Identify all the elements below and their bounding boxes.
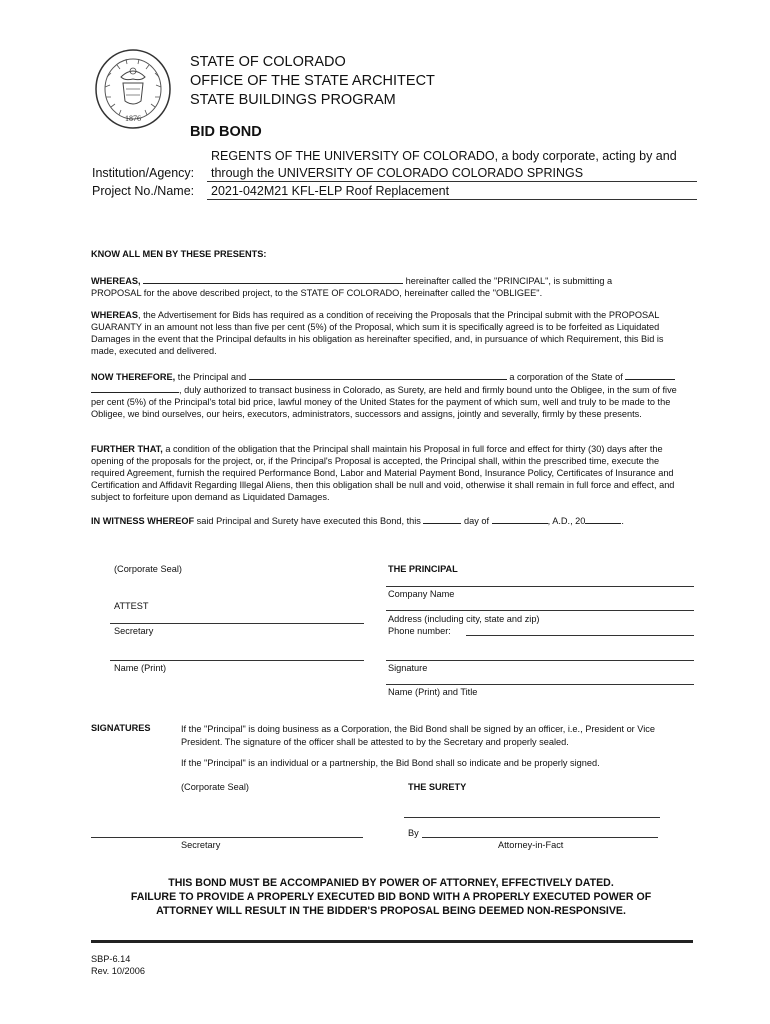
institution-label: Institution/Agency: [92, 166, 195, 180]
warning-line-2: FAILURE TO PROVIDE A PROPERLY EXECUTED BID BOND WITH A PROPERLY EXECUTED POWER OF [130, 891, 652, 903]
project-underline [207, 199, 697, 200]
surety-corporate-seal: (Corporate Seal) [181, 782, 249, 792]
institution-value-line-2[interactable]: through the UNIVERSITY OF COLORADO COLORADO SPRINGS [211, 166, 584, 180]
now-text-a: the Principal and [177, 372, 247, 382]
whereas2-text: , the Advertisement for Bids has required as a condition of receiving the Proposals that the Principal submit with the PROPOSAL GUARANTY in an amount not less than five per cent (5%) of the Proposal, which sum it is specifically agreed is to be forfeited as Liquidated Damages in the event that the Principal defaults in his obligation as hereinafter specified, and, in pursuance of which Requirement, this Bid is made, executed and delivered. [91, 310, 664, 356]
warning-line-1: THIS BOND MUST BE ACCOMPANIED BY POWER OF ATTORNEY, EFFECTIVELY DATED. [168, 877, 614, 889]
name-print-line[interactable] [110, 660, 364, 661]
state-seal-logo [93, 47, 173, 131]
by-line[interactable] [422, 837, 658, 838]
footer-rule [91, 940, 693, 943]
know-all-heading: KNOW ALL MEN BY THESE PRESENTS: [91, 249, 267, 259]
the-surety-heading: THE SURETY [408, 782, 467, 792]
phone-line[interactable] [466, 635, 694, 636]
signatures-heading: SIGNATURES [91, 723, 151, 733]
secretary-label: Secretary [114, 626, 154, 636]
header-line-3: STATE BUILDINGS PROGRAM [190, 92, 396, 108]
whereas-advertisement-paragraph [91, 310, 691, 358]
form-number: SBP-6.14 [91, 954, 131, 964]
name-title-line[interactable] [386, 684, 694, 685]
surety-secretary-label: Secretary [181, 840, 221, 850]
further-text: a condition of the obligation that the Principal shall maintain his Proposal in full force and effect for thirty (30) days after the opening of the proposals for the project, or, if the Principal's Proposal is accepted, the Principal shall, within the prescribed time, execute the required Agreement, furnish the required Performance Bond, Labor and Material Payment Bond, Insurance Policy, Certificates of Insurance and Certification and Affidavit Regarding Illegal Aliens, then this obligation shall be null and void, otherwise it shall remain in full force and effect, and subject to forfeiture upon demand as Liquidated Damages. [91, 444, 675, 502]
project-label: Project No./Name: [92, 184, 195, 198]
signatures-text-individual: If the "Principal" is an individual or a partnership, the Bid Bond shall so indicate and be properly signed. [181, 758, 600, 768]
witness-text-c: , A.D., 20 [547, 516, 586, 526]
name-print-label: Name (Print) [114, 663, 167, 673]
witness-text-b: day of [464, 516, 490, 526]
attorney-in-fact-label: Attorney-in-Fact [498, 840, 564, 850]
whereas-text-a: hereinafter called the "PRINCIPAL", is submitting a [405, 276, 613, 286]
the-principal-heading: THE PRINCIPAL [388, 564, 458, 574]
month-blank[interactable] [492, 515, 548, 524]
document-title: BID BOND [190, 124, 262, 140]
principal-corporate-seal: (Corporate Seal) [114, 564, 182, 574]
company-name-line[interactable] [386, 586, 694, 587]
phone-label: Phone number: [388, 626, 451, 636]
further-that-paragraph [91, 444, 691, 504]
surety-state-blank-2[interactable] [91, 384, 179, 393]
witness-lead: IN WITNESS WHEREOF [91, 516, 195, 526]
whereas2-lead: WHEREAS [91, 310, 138, 320]
seal-year: 1876 [125, 114, 141, 123]
surety-secretary-line[interactable] [91, 837, 363, 838]
year-blank[interactable] [585, 515, 621, 524]
now-therefore-paragraph [91, 371, 691, 421]
signatures-text-corporation: If the "Principal" is doing business as a Corporation, the Bid Bond shall be signed by an officer, i.e., President or Vice President. The signature of the officer shall be attested to by the Secretary and properly sealed. [181, 724, 655, 747]
whereas-text-b: PROPOSAL for the above described project, to the STATE OF COLORADO, hereinafter called the "OBLIGEE". [91, 287, 543, 298]
further-lead: FURTHER THAT, [91, 444, 163, 454]
in-witness-paragraph [91, 515, 691, 528]
surety-name-line[interactable] [404, 817, 660, 818]
attest-label: ATTEST [114, 601, 149, 611]
address-label: Address (including city, state and zip) [388, 614, 540, 624]
company-name-label: Company Name [388, 589, 455, 599]
whereas-principal-paragraph [91, 275, 691, 300]
institution-value-line-1: REGENTS OF THE UNIVERSITY OF COLORADO, a body corporate, acting by and [211, 149, 677, 163]
name-title-label: Name (Print) and Title [388, 687, 478, 697]
whereas-lead: WHEREAS, [91, 276, 141, 286]
warning-line-3: ATTORNEY WILL RESULT IN THE BIDDER'S PROPOSAL BEING DEEMED NON-RESPONSIVE. [156, 905, 626, 917]
witness-text-d: . [621, 516, 624, 526]
signature-line[interactable] [386, 660, 694, 661]
day-blank[interactable] [423, 515, 461, 524]
address-line[interactable] [386, 610, 694, 611]
header-line-1: STATE OF COLORADO [190, 54, 346, 70]
institution-underline [207, 181, 697, 182]
by-label: By [408, 828, 419, 838]
now-text-c: , duly authorized to transact business in Colorado, as Surety, are held and firmly bound unto the Obligee, in the sum of five per cent (5%) of the Principal's total bid price, lawful money of the United States for the payment of which sum, well and truly to be made to the Obligee, we bind ourselves, our heirs, executors, administrators, successors and assigns, jointly and severally, firmly by these presents. [91, 384, 677, 419]
now-therefore-lead: NOW THEREFORE, [91, 372, 176, 382]
revision-date: Rev. 10/2006 [91, 966, 145, 976]
witness-text-a: said Principal and Surety have executed this Bond, this [196, 516, 421, 526]
signature-label: Signature [388, 663, 428, 673]
surety-name-blank[interactable] [249, 371, 507, 380]
header-line-2: OFFICE OF THE STATE ARCHITECT [190, 73, 435, 89]
project-value[interactable]: 2021-042M21 KFL-ELP Roof Replacement [211, 184, 450, 198]
surety-state-blank[interactable] [625, 371, 675, 380]
now-text-b: a corporation of the State of [509, 372, 623, 382]
principal-name-blank[interactable] [143, 275, 403, 284]
secretary-line[interactable] [110, 623, 364, 624]
